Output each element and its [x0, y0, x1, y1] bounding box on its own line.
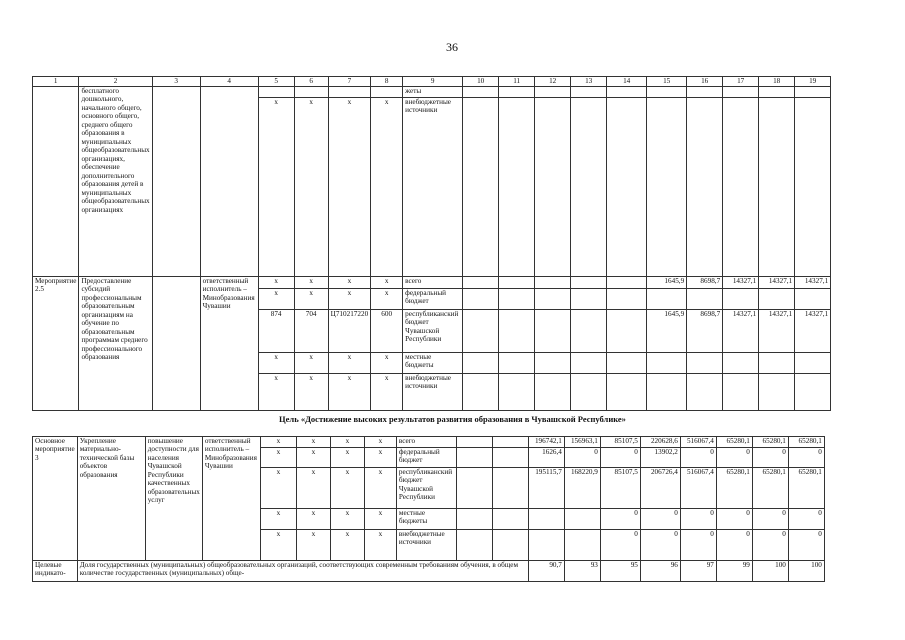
year-value	[535, 289, 571, 310]
target-label: Целевые индикато-	[33, 561, 78, 582]
target-value: 93	[564, 561, 600, 582]
year-value: 65280,1	[716, 468, 752, 509]
year-value	[795, 374, 831, 411]
column-number-row	[33, 77, 831, 87]
column-number: 4	[200, 77, 258, 87]
year-value	[456, 468, 492, 509]
column-number: 7	[328, 77, 371, 87]
funding-source: жеты	[403, 87, 463, 98]
kbk-section: 704	[294, 310, 328, 353]
budget-table-lower	[32, 436, 825, 582]
kbk-expense-group	[371, 87, 403, 98]
kbk-grbs: x	[258, 98, 294, 277]
year-value: 516067,4	[680, 437, 716, 448]
responsible-executor: ответственный исполнитель – Минобразования Чувашии	[200, 277, 258, 411]
year-value: 0	[716, 530, 752, 561]
year-value: 0	[680, 448, 716, 468]
kbk-section: x	[296, 509, 330, 530]
year-value: 65280,1	[716, 437, 752, 448]
column-number: 18	[759, 77, 795, 87]
kbk-target-article: x	[328, 353, 371, 374]
year-value: 196742,1	[528, 437, 564, 448]
year-value: 65280,1	[788, 437, 824, 448]
year-value: 0	[788, 530, 824, 561]
kbk-expense-group: x	[364, 437, 396, 448]
year-value: 0	[600, 509, 640, 530]
kbk-expense-group: x	[364, 468, 396, 509]
year-value	[499, 87, 535, 98]
year-value: 0	[716, 509, 752, 530]
year-value	[647, 98, 687, 277]
year-value	[492, 448, 528, 468]
kbk-grbs: x	[260, 437, 296, 448]
kbk-expense-group: x	[364, 448, 396, 468]
year-value	[463, 374, 499, 411]
year-value: 8698,7	[687, 277, 723, 289]
column-number: 9	[403, 77, 463, 87]
year-value	[492, 509, 528, 530]
year-value	[564, 530, 600, 561]
year-value: 14327,1	[723, 310, 759, 353]
goal-title: Цель «Достижение высоких результатов развития образования в Чувашской Республике»	[279, 414, 626, 424]
year-value	[499, 98, 535, 277]
kbk-grbs: x	[258, 374, 294, 411]
kbk-section: x	[296, 437, 330, 448]
year-value: 0	[640, 530, 680, 561]
year-value	[759, 289, 795, 310]
funding-source: внебюджетные источники	[403, 374, 463, 411]
year-value: 85107,5	[600, 437, 640, 448]
kbk-grbs: x	[258, 289, 294, 310]
activity-code	[33, 87, 79, 277]
year-value	[687, 289, 723, 310]
year-value	[647, 353, 687, 374]
funding-source: федеральный бюджет	[396, 448, 456, 468]
kbk-expense-group: x	[371, 374, 403, 411]
year-value: 0	[752, 448, 788, 468]
year-value	[456, 509, 492, 530]
year-value: 0	[680, 530, 716, 561]
year-value	[759, 374, 795, 411]
year-value	[499, 353, 535, 374]
column-number: 1	[33, 77, 79, 87]
target-link	[152, 277, 200, 411]
year-value	[535, 277, 571, 289]
year-value	[456, 530, 492, 561]
year-value	[492, 437, 528, 448]
budget-table-upper	[32, 76, 831, 411]
funding-source: внебюджетные источники	[403, 98, 463, 277]
year-value	[463, 289, 499, 310]
kbk-grbs: x	[258, 353, 294, 374]
kbk-expense-group: 600	[371, 310, 403, 353]
year-value	[571, 289, 607, 310]
year-value	[759, 87, 795, 98]
target-value: 99	[716, 561, 752, 582]
year-value	[647, 374, 687, 411]
year-value	[499, 289, 535, 310]
year-value	[795, 98, 831, 277]
column-number: 13	[571, 77, 607, 87]
year-value: 0	[716, 448, 752, 468]
year-value	[535, 374, 571, 411]
funding-source: местные бюджеты	[396, 509, 456, 530]
funding-source: федеральный бюджет	[403, 289, 463, 310]
target-value: 100	[752, 561, 788, 582]
funding-source: республиканский бюджет Чувашской Республики	[396, 468, 456, 509]
year-value: 1645,9	[647, 310, 687, 353]
column-number: 17	[723, 77, 759, 87]
year-value	[647, 87, 687, 98]
kbk-grbs: 874	[258, 310, 294, 353]
year-value	[687, 98, 723, 277]
column-number: 5	[258, 77, 294, 87]
target-value: 100	[788, 561, 824, 582]
year-value	[687, 353, 723, 374]
year-value	[759, 98, 795, 277]
column-number: 11	[499, 77, 535, 87]
table-row	[33, 87, 831, 98]
year-value	[535, 98, 571, 277]
column-number: 15	[647, 77, 687, 87]
year-value	[723, 374, 759, 411]
year-value: 156963,1	[564, 437, 600, 448]
column-number: 10	[463, 77, 499, 87]
year-value: 65280,1	[752, 437, 788, 448]
target-indicator-row	[33, 561, 825, 582]
kbk-section: x	[294, 98, 328, 277]
year-value	[759, 353, 795, 374]
year-value	[463, 98, 499, 277]
kbk-target-article: x	[330, 448, 364, 468]
year-value	[528, 530, 564, 561]
activity-description: Предоставление субсидий профессиональным образовательным организациям на обучение по образовательным программам среднего профессионального образования	[79, 277, 152, 411]
column-number: 8	[371, 77, 403, 87]
kbk-target-article: Ц710217220	[328, 310, 371, 353]
year-value	[571, 98, 607, 277]
year-value	[535, 310, 571, 353]
year-value: 206726,4	[640, 468, 680, 509]
target-value: 97	[680, 561, 716, 582]
column-number: 3	[152, 77, 200, 87]
year-value: 1645,9	[647, 277, 687, 289]
year-value	[463, 277, 499, 289]
year-value: 0	[788, 448, 824, 468]
column-number: 12	[535, 77, 571, 87]
year-value	[795, 353, 831, 374]
kbk-expense-group: x	[371, 277, 403, 289]
funding-source: республиканский бюджет Чувашской Республики	[403, 310, 463, 353]
kbk-expense-group: x	[364, 509, 396, 530]
kbk-grbs	[258, 87, 294, 98]
kbk-section	[294, 87, 328, 98]
year-value: 195115,7	[528, 468, 564, 509]
funding-source: местные бюджеты	[403, 353, 463, 374]
year-value	[795, 87, 831, 98]
year-value	[535, 353, 571, 374]
year-value	[607, 87, 647, 98]
kbk-target-article: x	[330, 530, 364, 561]
year-value	[564, 509, 600, 530]
year-value: 14327,1	[795, 310, 831, 353]
year-value: 65280,1	[788, 468, 824, 509]
responsible-executor	[152, 87, 200, 277]
year-value: 168220,9	[564, 468, 600, 509]
year-value	[795, 289, 831, 310]
column-number: 14	[607, 77, 647, 87]
kbk-target-article: x	[328, 289, 371, 310]
year-value	[607, 353, 647, 374]
year-value	[607, 277, 647, 289]
column-number: 2	[79, 77, 152, 87]
year-value	[607, 374, 647, 411]
table-row	[33, 277, 831, 289]
year-value	[723, 289, 759, 310]
year-value: 85107,5	[600, 468, 640, 509]
target-value: 96	[640, 561, 680, 582]
kbk-expense-group: x	[371, 353, 403, 374]
kbk-target-article: x	[330, 468, 364, 509]
year-value: 65280,1	[752, 468, 788, 509]
year-value	[463, 310, 499, 353]
kbk-grbs: x	[260, 530, 296, 561]
year-value: 0	[564, 448, 600, 468]
kbk-expense-group: x	[364, 530, 396, 561]
kbk-section: x	[294, 374, 328, 411]
year-value: 0	[752, 509, 788, 530]
kbk-target-article: x	[328, 277, 371, 289]
kbk-grbs: x	[260, 468, 296, 509]
funding-source: всего	[396, 437, 456, 448]
kbk-section: x	[294, 353, 328, 374]
year-value	[492, 530, 528, 561]
table-row	[33, 437, 825, 448]
year-value: 0	[680, 509, 716, 530]
year-value	[499, 374, 535, 411]
kbk-section: x	[296, 530, 330, 561]
year-value	[687, 87, 723, 98]
activity-code: Мероприятие 2.5	[33, 277, 79, 411]
funding-source: внебюджетные источники	[396, 530, 456, 561]
page-number: 36	[446, 40, 458, 54]
target-link: повышение доступности для населения Чувашской Республики качественных образовательных услуг	[145, 437, 202, 561]
year-value	[499, 310, 535, 353]
year-value	[456, 437, 492, 448]
executor-type	[200, 87, 258, 277]
column-number: 19	[795, 77, 831, 87]
activity-description: бесплатного дошкольного, начального общего, основного общего, среднего общего образования в муниципальных общеобразовательных организациях, обеспечение дополнительного образования детей в муниципальных общеобразовательных организациях	[79, 87, 152, 277]
year-value	[687, 374, 723, 411]
year-value: 14327,1	[759, 277, 795, 289]
year-value	[607, 310, 647, 353]
year-value	[723, 87, 759, 98]
kbk-expense-group: x	[371, 98, 403, 277]
kbk-grbs: x	[260, 509, 296, 530]
year-value	[571, 374, 607, 411]
year-value	[647, 289, 687, 310]
year-value: 220628,6	[640, 437, 680, 448]
year-value: 0	[752, 530, 788, 561]
kbk-target-article: x	[330, 437, 364, 448]
year-value	[492, 468, 528, 509]
year-value	[607, 289, 647, 310]
column-number: 6	[294, 77, 328, 87]
year-value	[499, 277, 535, 289]
year-value	[463, 87, 499, 98]
column-number: 16	[687, 77, 723, 87]
activity-description: Укрепление материально-технической базы объектов образования	[77, 437, 145, 561]
year-value: 0	[640, 509, 680, 530]
year-value: 0	[788, 509, 824, 530]
year-value	[571, 277, 607, 289]
funding-source: всего	[403, 277, 463, 289]
year-value: 516067,4	[680, 468, 716, 509]
year-value	[723, 98, 759, 277]
year-value	[456, 448, 492, 468]
year-value	[528, 509, 564, 530]
year-value	[571, 353, 607, 374]
activity-code: Основное мероприятие 3	[33, 437, 78, 561]
kbk-grbs: x	[258, 277, 294, 289]
year-value	[463, 353, 499, 374]
kbk-grbs: x	[260, 448, 296, 468]
kbk-section: x	[296, 468, 330, 509]
year-value: 8698,7	[687, 310, 723, 353]
kbk-section: x	[296, 448, 330, 468]
year-value: 0	[600, 448, 640, 468]
kbk-target-article: x	[328, 374, 371, 411]
year-value	[723, 353, 759, 374]
kbk-expense-group: x	[371, 289, 403, 310]
kbk-section: x	[294, 289, 328, 310]
year-value	[535, 87, 571, 98]
kbk-section: x	[294, 277, 328, 289]
kbk-target-article	[328, 87, 371, 98]
year-value: 14327,1	[795, 277, 831, 289]
year-value: 14327,1	[759, 310, 795, 353]
target-value: 95	[600, 561, 640, 582]
target-text: Доля государственных (муниципальных) общеобразовательных организаций, соответствующих современным требованиям обучения, в общем количестве государственных (муниципальных) обще-	[77, 561, 528, 582]
year-value: 13902,2	[640, 448, 680, 468]
year-value: 0	[600, 530, 640, 561]
year-value	[607, 98, 647, 277]
year-value	[571, 310, 607, 353]
year-value: 14327,1	[723, 277, 759, 289]
responsible-executor: ответственный исполнитель – Минобразования Чувашии	[202, 437, 260, 561]
target-value: 90,7	[528, 561, 564, 582]
year-value: 1626,4	[528, 448, 564, 468]
kbk-target-article: x	[328, 98, 371, 277]
kbk-target-article: x	[330, 509, 364, 530]
year-value	[571, 87, 607, 98]
